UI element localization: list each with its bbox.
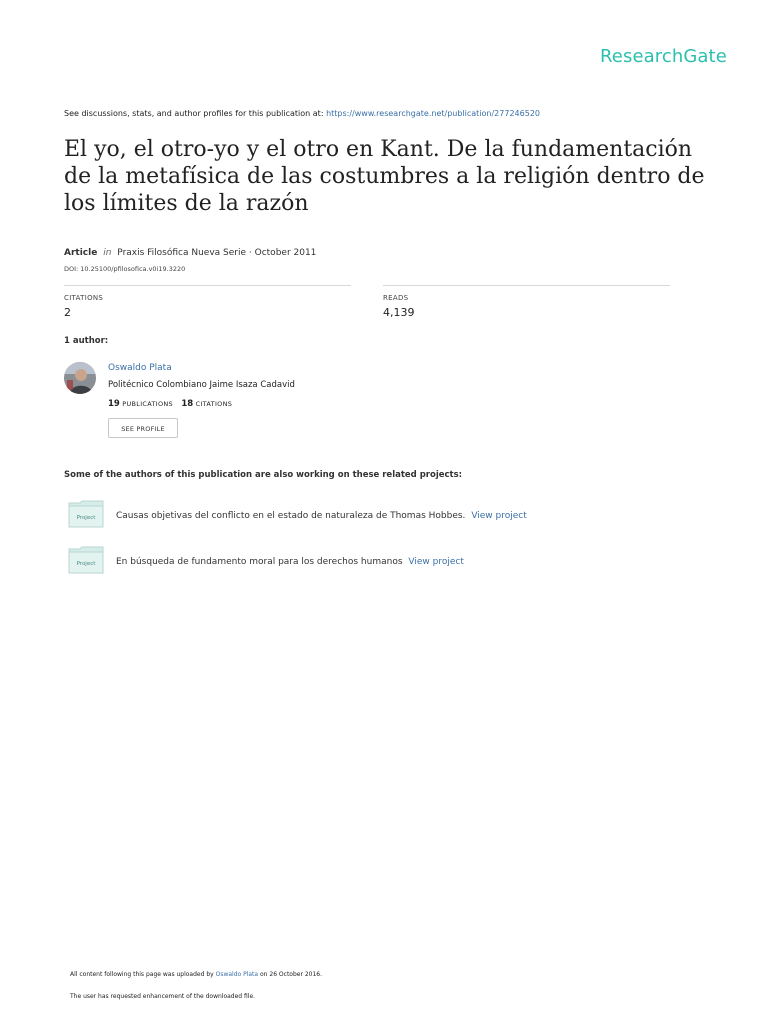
discussion-line bbox=[64, 109, 540, 118]
author-name-link[interactable]: Oswaldo Plata bbox=[108, 363, 172, 373]
project-title: Causas objetivas del conflicto en el estado de naturaleza de Thomas Hobbes. bbox=[116, 511, 466, 521]
in-label: in bbox=[103, 248, 112, 258]
upload-prefix: All content following this page was uploaded by bbox=[70, 971, 214, 978]
project-icon-label: Project bbox=[76, 561, 96, 567]
project-title: En búsqueda de fundamento moral para los derechos humanos bbox=[116, 557, 403, 567]
author-citations-count: 18 bbox=[181, 399, 194, 409]
reads-label: READS bbox=[383, 294, 409, 302]
reads-value: 4,139 bbox=[383, 306, 415, 319]
doi: DOI: 10.25100/pfilosofica.v0i19.3220 bbox=[64, 265, 186, 273]
see-profile-button[interactable]: SEE PROFILE bbox=[108, 418, 178, 438]
project-folder-icon bbox=[68, 546, 104, 574]
author-avatar[interactable] bbox=[64, 362, 96, 394]
citations-label: CITATIONS bbox=[64, 294, 104, 302]
related-projects-heading: Some of the authors of this publication are also working on these related projects: bbox=[64, 470, 463, 480]
project-icon-label: Project bbox=[76, 515, 96, 521]
view-project-link[interactable]: View project bbox=[471, 511, 527, 521]
project-folder-icon bbox=[68, 500, 104, 528]
researchgate-logo[interactable]: ResearchGate bbox=[600, 46, 727, 67]
publication-meta bbox=[64, 248, 316, 258]
view-project-link[interactable]: View project bbox=[408, 557, 464, 567]
publication-title: El yo, el otro-yo y el otro en Kant. De la fundamentación de la metafísica de las costumbres a la religión dentro de los límites de la razón bbox=[64, 137, 705, 216]
citations-divider bbox=[64, 285, 351, 286]
author-publications-label: PUBLICATIONS bbox=[122, 400, 173, 408]
author-institution: Politécnico Colombiano Jaime Isaza Cadavid bbox=[108, 380, 295, 390]
project-item bbox=[116, 511, 527, 521]
upload-note bbox=[70, 971, 322, 978]
authors-heading: 1 author: bbox=[64, 336, 109, 346]
avatar-photo-icon bbox=[64, 362, 96, 394]
publication-url-link[interactable]: https://www.researchgate.net/publication/277246520 bbox=[326, 109, 540, 118]
enhancement-note: The user has requested enhancement of the downloaded file. bbox=[70, 993, 256, 1000]
uploader-link[interactable]: Oswaldo Plata bbox=[215, 971, 259, 978]
project-item bbox=[116, 557, 464, 567]
citations-value: 2 bbox=[64, 306, 71, 319]
journal-info[interactable]: Praxis Filosófica Nueva Serie · October 2011 bbox=[117, 248, 317, 258]
author-citations-label: CITATIONS bbox=[195, 400, 233, 408]
discussion-text: See discussions, stats, and author profiles for this publication at: bbox=[64, 109, 324, 118]
author-stats bbox=[108, 399, 238, 409]
reads-divider bbox=[383, 285, 670, 286]
author-publications-count: 19 bbox=[108, 399, 120, 409]
upload-suffix: on 26 October 2016. bbox=[260, 971, 323, 978]
article-type: Article bbox=[64, 248, 98, 258]
